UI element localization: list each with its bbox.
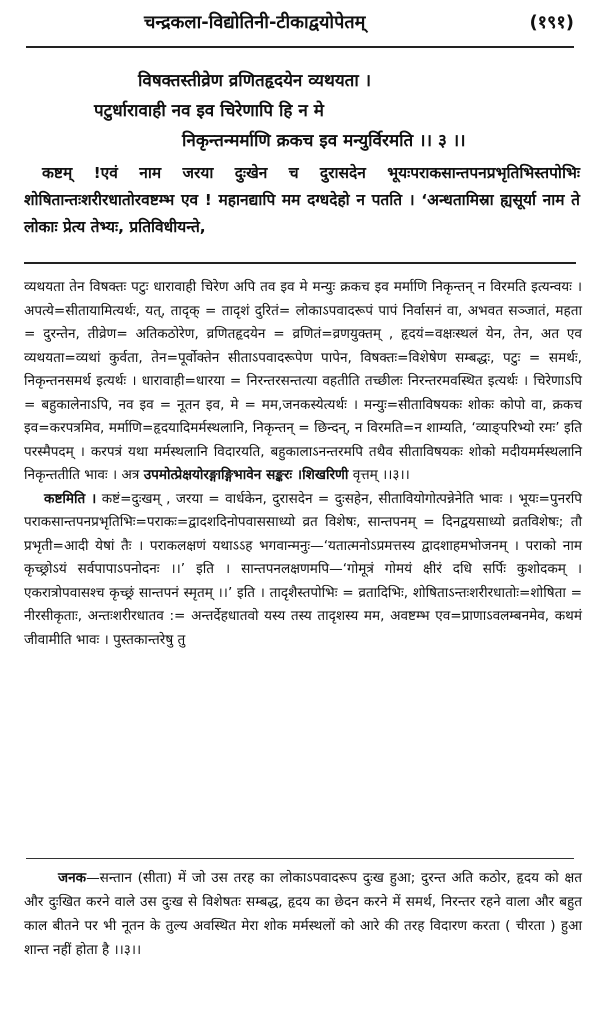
verse-line-2: पटुर्धारावाही नव इव चिरेणापि हि न मे [94, 101, 324, 121]
section-rule [24, 262, 576, 264]
commentary-bold-metre: शिखरिणी [302, 467, 349, 483]
hindi-text: —सन्तान (सीता) में जो उस तरह का लोकाऽपवादरूप दुःख हुआ; दुरन्त अति कठोर, हृदय को क्षत और दुःखित करने वाले उस दुःख से विशेषतः सम्बद्ध, हृदय का छेदन करने में समर्थ, निरन्तर रहने वाला और बहुत काल बीतने पर भी नूतन के तुल्य अवस्थित मेरा शोक मर्मस्थलों को आरे की तरह विदारण करता ( चीरता ) हुआ शान्त नहीं होता है ।।३।। [24, 870, 582, 958]
commentary-end-1: वृत्तम् ।।३।। [352, 467, 410, 483]
verse-block [24, 66, 580, 156]
prose-paragraph [24, 160, 580, 241]
verse-line-3: निकृन्तन्मर्माणि क्रकच इव मन्युर्विरमति ।। ३ ।। [182, 131, 466, 151]
verse-line-1: विषक्तस्तीव्रेण व्रणितहृदयेन व्यथयता । [138, 71, 372, 91]
commentary-lemma: कष्टमिति । [44, 490, 97, 507]
hindi-paragraph [24, 866, 582, 962]
commentary-paragraph-1 [24, 276, 582, 488]
page-header [26, 2, 574, 46]
prose-exclamation: कष्टम् ! [42, 164, 101, 182]
commentary-text-2: कष्टं=दुःखम् , जरया = वार्धकेन, दुरासदेन = दुःसहेन, सीतावियोगोत्पन्नेनेति भावः । भूयः=पुनरपि पराकसान्तपनप्रभृतिभिः=पराकः=द्वादशदिनोपवाससाध्यो व्रत विशेषः, सान्तपनम् = दिनद्वयसाध्यो व्रतविशेषः; तौ प्रभृती=आदी येषां तैः । पराकलक्षणं यथाऽऽह भगवान्मनुः—‘यतात्मनोऽप्रमत्तस्य द्वादशाहमभोजनम् । पराको नाम कृच्छ्रोऽयं सर्वपापाऽपनोदनः ।।’ इति । सान्तपनलक्षणमपि—‘गोमूत्रं गोमयं क्षीरं दधि सर्पिः कुशोदकम् । एकरात्रोपवासश्च कृच्छ्रं सान्तपनं स्मृतम् ।।’ इति । तादृशैस्तपोभिः = व्रतादिभिः, शोषिताऽन्तःशरीरधातोः=शोषिता = नीरसीकृताः, अन्तःशरीरधातव := अन्तर्देहधातवो यस्य तस्य तादृशस्य मम, अवष्टम्भ एव=प्राणाऽवलम्बनमेव, कथमं जीवामीति भावः । पुस्तकान्तरेषु तु [24, 490, 582, 648]
footnote-rule [26, 858, 574, 859]
page-number: (१९१) [529, 12, 574, 33]
hindi-speaker: जनक [58, 870, 87, 886]
prose-text: एवं नाम जरया दुःखेन च दुरासदेन भूयःपराकसान्तपनप्रभृतिभिस्तपोभिः शोषितान्तःशरीरधातोरवष्टम्भ एव ! महानद्यापि मम दग्धदेहो न पतति । ‘अन्धतामिस्रा ह्यसूर्या नाम ते लोकाः प्रेत्य तेभ्यः, प्रतिविधीयन्ते, [24, 164, 580, 236]
sanskrit-commentary [24, 276, 582, 652]
header-rule [26, 46, 574, 48]
commentary-text-1: व्यथयता तेन विषक्तः पटुः धारावाही चिरेण अपि तव इव मे मन्युः क्रकच इव मर्माणि निकृन्तन् न विरमति इत्यन्वयः । अपत्ये=सीतायामित्यर्थः, यत्, तादृक् = तादृशं दुरितं= लोकाऽपवादरूपं पापं निर्वासनं वा, अभवत सञ्जातं, महता = दुरन्तेन, तीव्रेण= अतिकठोरेण, व्रणितहृदयेन = व्रणितं=व्रणयुक्तम् , हृदयं=वक्षःस्थलं येन, तेन, अत एव व्यथयता=व्यथां कुर्वता, तेन=पूर्वोक्तेन सीताऽपवादरूपेण पापेन, विषक्तः=विशेषेण सम्बद्धः, पटुः = समर्थः, निकृन्तनसमर्थ इत्यर्थः । धारावाही=धारया = निरन्तरसन्तत्या वहतीति तच्छीलः निरन्तरमवस्थित इत्यर्थः । चिरेणाऽपि = बहुकालेनाऽपि, नव इव = नूतन इव, मे = मम,जनकस्येत्यर्थः । मन्युः=सीताविषयकः शोकः कोपो वा, क्रकच इव=करपत्रमिव, मर्माणि=हृदयादिमर्मस्थलानि, निकृन्तन् = छिन्दन्, न विरमति=न शाम्यति, ‘व्याङ्परिभ्यो रमः’ इति परस्मैपदम् । करपत्रं यथा मर्मस्थलानि विदारयति, बहुकालाऽनन्तरमपि तथैव सीताविषयकः शोको मदीयमर्मस्थलानि निकृन्ततीति भावः । अत्र [24, 279, 582, 483]
hindi-translation [24, 866, 582, 962]
commentary-paragraph-2 [24, 488, 582, 653]
prose-block [24, 160, 580, 241]
running-title: चन्द्रकला-विद्योतिनी-टीकाद्वयोपेतम् [144, 12, 366, 33]
commentary-bold-alankara: उपमोत्प्रेक्षयोरङ्गाङ्गिभावेन सङ्करः । [143, 467, 303, 483]
